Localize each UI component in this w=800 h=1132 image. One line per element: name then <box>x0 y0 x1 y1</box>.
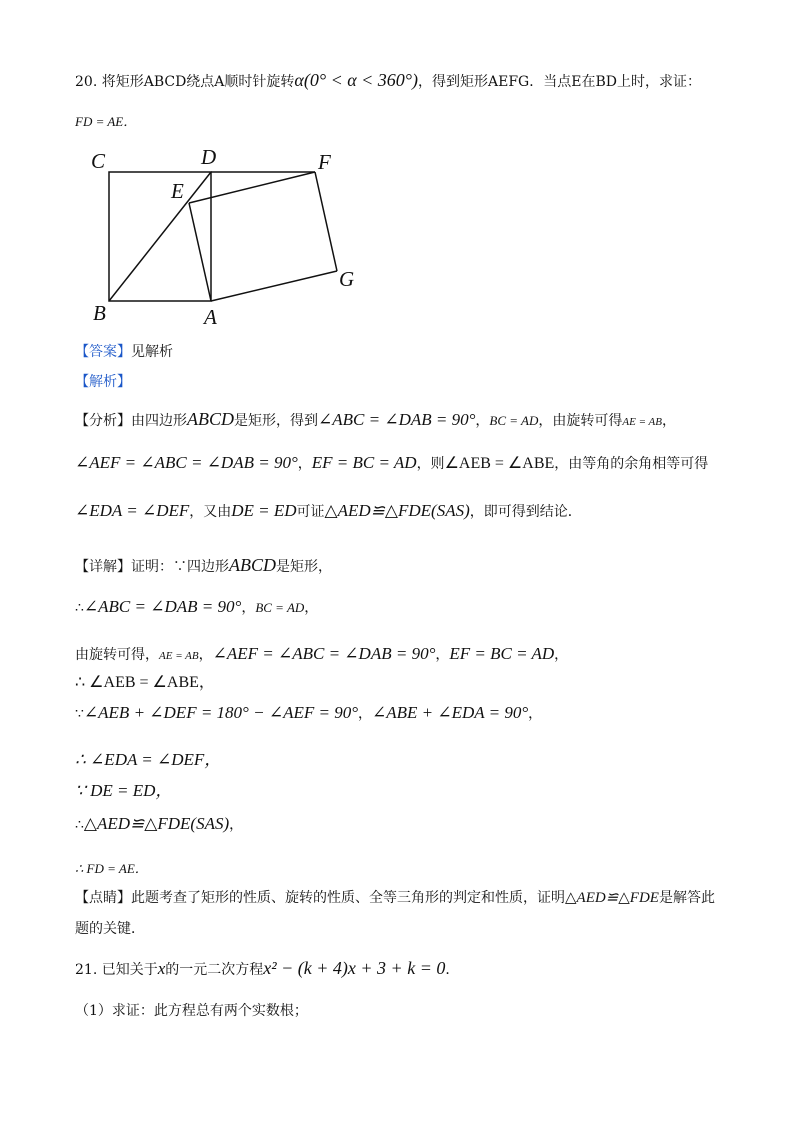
q20-text-a: 20. 将矩形ABCD绕点A顺时针旋转 <box>75 74 295 90</box>
q20-alpha-range: α(0° < α < 360°) <box>294 70 418 90</box>
dianjing-tag: 【点睛】 <box>75 890 131 906</box>
q21-line2: （1）求证：此方程总有两个实数根； <box>75 1003 308 1019</box>
q21-text: 的一元二次方程 <box>165 962 264 978</box>
xiangjie-line3 <box>75 643 568 667</box>
label-c: C <box>91 149 106 173</box>
xiangjie-line4: ∴ ∠AEB = ∠ABE， <box>75 674 215 691</box>
xiangjie-text: ， <box>198 647 213 663</box>
fenxi-text: ，即可得到结论． <box>469 504 582 520</box>
xiangjie-line2 <box>75 596 318 619</box>
fenxi-line1 <box>75 407 676 434</box>
math-de-ed: DE = ED <box>231 501 297 520</box>
q21-text: ． <box>445 962 460 978</box>
xiangjie-text: ， <box>304 600 319 616</box>
xiangjie-text: ， <box>554 647 569 663</box>
math-ef-eq: EF = BC = AD <box>449 644 555 663</box>
xiangjie-text: 证明：∵四边形 <box>131 559 229 575</box>
q20-line1 <box>75 70 701 92</box>
fenxi-text: ，由旋转可得 <box>538 413 623 429</box>
therefore-symbol: ∴ <box>75 817 84 833</box>
math-eda-def: ∠EDA = ∠DEF <box>75 501 190 520</box>
xiangjie-text: ， <box>241 600 256 616</box>
fenxi-text: 可证 <box>296 504 325 520</box>
dianjing-text: 是解答此 <box>658 890 715 906</box>
xiangjie-line6: ∴ ∠EDA = ∠DEF， <box>75 750 222 769</box>
xiangjie-line7: ∵ DE = ED， <box>75 781 173 800</box>
dianjing-text: 此题考查了矩形的性质、旋转的性质、全等三角形的判定和性质，证明 <box>131 890 565 906</box>
q20-text-b: ，得到矩形AEFG．当点E在BD上时，求证： <box>418 74 701 90</box>
xiangjie-tag: 【详解】 <box>75 559 131 575</box>
fenxi-text: ，又由 <box>189 504 232 520</box>
xiangjie-line8 <box>75 812 243 837</box>
xiangjie-line9: ∴ FD = AE． <box>75 861 148 876</box>
xiangjie-line1 <box>75 553 332 579</box>
fenxi-text: 由四边形 <box>131 413 187 429</box>
analysis-tag: 【解析】 <box>75 374 131 390</box>
label-g: G <box>339 267 355 291</box>
xiangjie-text: ， <box>358 706 372 722</box>
q20-line2: FD = AE． <box>75 114 137 129</box>
fenxi-text: 是矩形，得到 <box>234 413 318 429</box>
math-x: x <box>157 959 166 978</box>
label-f: F <box>318 150 331 174</box>
fenxi-tag: 【分析】 <box>75 413 131 429</box>
math-angle-eq: ∠AEF = ∠ABC = ∠DAB = 90° <box>75 453 298 472</box>
segment-ae <box>189 203 211 301</box>
dianjing-line2: 题的关键． <box>75 921 145 937</box>
math-abcd: ABCD <box>187 409 234 429</box>
label-e: E <box>171 179 184 203</box>
math-congruent: △AED≌△FDE(SAS) <box>83 814 230 833</box>
q21-line1 <box>75 955 459 983</box>
xiangjie-text: ， <box>528 706 543 722</box>
q21-text: 21. 已知关于 <box>75 962 158 978</box>
diagonal-bd <box>109 172 211 301</box>
therefore-symbol: ∴ <box>75 600 84 616</box>
xiangjie-text: 是矩形， <box>276 559 332 575</box>
fenxi-text: ， <box>297 456 312 472</box>
math-bc-ad: BC = AD <box>255 600 305 615</box>
answer-text: 见解析 <box>131 344 173 360</box>
segment-fg <box>315 172 337 271</box>
fenxi-line3 <box>75 500 582 523</box>
math-angle-eq: ∠ABC = ∠DAB = 90° <box>318 410 476 429</box>
answer-tag: 【答案】 <box>75 344 131 360</box>
math-abcd: ABCD <box>229 555 276 575</box>
analysis-line <box>75 372 131 392</box>
xiangjie-text: ， <box>435 647 450 663</box>
math-angle-eq: ∠AEF = ∠ABC = ∠DAB = 90° <box>212 644 436 663</box>
math-ae-ab: AE = AB <box>159 650 199 662</box>
math-angle-eq: ∠ABC = ∠DAB = 90° <box>83 597 242 616</box>
xiangjie-text: ， <box>229 817 244 833</box>
label-a: A <box>204 305 217 329</box>
math-bc-ad: BC = AD <box>489 413 539 428</box>
xiangjie-text: 由旋转可得， <box>75 647 159 663</box>
segment-ga <box>211 271 337 301</box>
fenxi-text: ，则 <box>416 456 445 472</box>
label-d: D <box>201 145 217 169</box>
math-angle-sum: ∠AEB + ∠DEF = 180° − ∠AEF = 90° <box>83 703 358 722</box>
fenxi-text: ，由等角的余角相等可得 <box>554 456 709 472</box>
label-b: B <box>93 301 106 325</box>
because-symbol: ∵ <box>75 706 84 722</box>
fenxi-text: ， <box>475 413 490 429</box>
dianjing-line1 <box>75 887 715 909</box>
math-congruent: △AED≌△FDE(SAS) <box>324 501 470 520</box>
answer-line <box>75 342 173 362</box>
math-congruent: △AED≌△FDE <box>565 890 659 906</box>
math-angle-sum: ∠ABE + ∠EDA = 90° <box>372 703 529 722</box>
math-aeb-abe: ∠AEB = ∠ABE <box>444 455 555 472</box>
math-ef-eq: EF = BC = AD <box>311 453 417 472</box>
fenxi-line2 <box>75 452 708 475</box>
xiangjie-line5 <box>75 702 542 725</box>
geometry-figure <box>85 142 465 342</box>
math-quadratic: x² − (k + 4)x + 3 + k = 0 <box>263 958 446 978</box>
fenxi-text: ， <box>661 413 676 429</box>
math-ae-ab: AE = AB <box>622 416 662 428</box>
